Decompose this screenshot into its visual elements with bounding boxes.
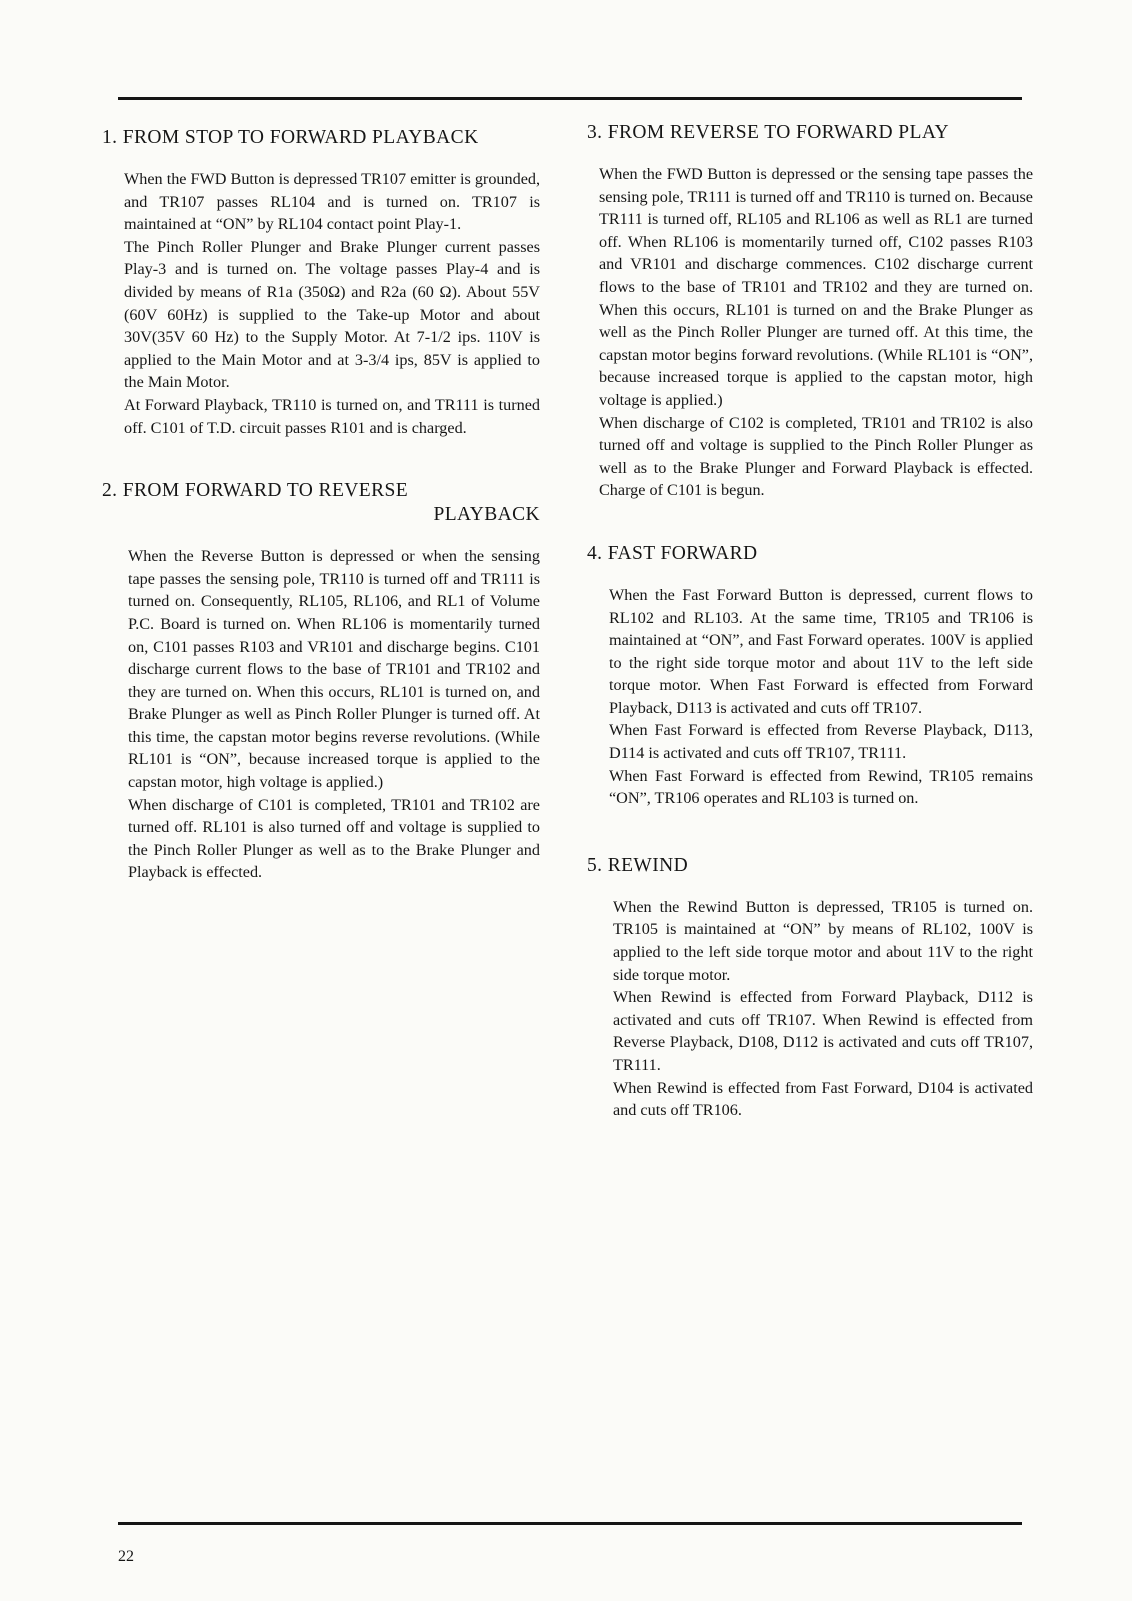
section-body: [599, 163, 1033, 502]
section-body: [613, 896, 1033, 1122]
section-reverse-to-forward: [587, 121, 1033, 502]
paragraph: At Forward Playback, TR110 is turned on, and TR111 is turned off. C101 of T.D. circuit passes R101 and is charged.: [124, 395, 540, 437]
top-rule: [118, 97, 1022, 100]
paragraph: When the Rewind Button is depressed, TR105 is turned on. TR105 is maintained at “ON” by means of RL102, 100V is applied to the left side torque motor and about 11V to the right side torque motor.: [613, 897, 1033, 984]
paragraph: When Rewind is effected from Forward Playback, D112 is activated and cuts off TR107. When Rewind is effected from Reverse Playback, D108, D112 is activated and cuts off TR107, TR111.: [613, 988, 1033, 1074]
bottom-rule: [118, 1522, 1022, 1525]
paragraph: When the Reverse Button is depressed or when the sensing tape passes the sensing pole, TR110 is turned off and TR111 is turned on. Consequently, RL105, RL106, and RL1 of Volume P.C. Board is turned on. When RL106 is momentarily turned on, C101 passes R103 and VR101 and discharge begins. C101 discharge current flows to the base of TR101 and TR102 and they are turned on. When this occurs, RL101 is turned on, and Brake Plunger as well as Pinch Roller Plunger is turned off. At this time, the capstan motor begins reverse revolutions. (While RL101 is “ON”, because increased torque is applied to the capstan motor, high voltage is applied.): [128, 547, 540, 792]
page-number: 22: [118, 1548, 134, 1565]
section-forward-to-reverse: [102, 479, 540, 884]
left-column: [102, 126, 540, 884]
paragraph: When Fast Forward is effected from Rewind, TR105 remains “ON”, TR106 operates and RL103 is turned on.: [609, 766, 1033, 808]
section-title: [102, 479, 540, 527]
paragraph: When discharge of C102 is completed, TR101 and TR102 is also turned off and voltage is supplied to the Pinch Roller Plunger as well as to the Brake Plunger and Forward Playback is effected. Charge of C101 is begun.: [599, 413, 1033, 500]
section-body: [128, 545, 540, 884]
paragraph: When the FWD Button is depressed TR107 emitter is grounded, and TR107 passes RL104 and is turned on. TR107 is maintained at “ON” by RL104 contact point Play-1.: [124, 170, 541, 234]
section-stop-to-forward: [102, 126, 540, 439]
paragraph: The Pinch Roller Plunger and Brake Plunger current passes Play-3 and is turned on. The voltage passes Play-4 and is divided by means of R1a (350Ω) and R2a (60 Ω). About 55V (60V 60Hz) is supplied to the Take-up Motor and about 30V(35V 60 Hz) to the Supply Motor. At 7-1/2 ips. 110V is applied to the Main Motor and at 3-3/4 ips, 85V is applied to the Main Motor.: [124, 237, 540, 392]
paragraph: When Fast Forward is effected from Reverse Playback, D113, D114 is activated and cuts off TR107, TR111.: [609, 721, 1033, 763]
right-column: [587, 121, 1033, 1122]
paragraph: When Rewind is effected from Fast Forward, D104 is activated and cuts off TR106.: [613, 1078, 1033, 1120]
section-title: 3. FROM REVERSE TO FORWARD PLAY: [587, 122, 950, 143]
section-title-line2: PLAYBACK: [433, 504, 540, 526]
section-rewind: [587, 854, 1033, 1122]
section-title: 1. FROM STOP TO FORWARD PLAYBACK: [102, 127, 479, 148]
paragraph: When the FWD Button is depressed or the sensing tape passes the sensing pole, TR111 is turned off and TR110 is turned on. Because TR111 is turned off, RL105 and RL106 as well as RL1 are turned off. When RL106 is momentarily turned off, C102 passes R103 and VR101 and discharge commences. C102 discharge current flows to the base of TR101 and TR102 and they are turned on. When this occurs, RL101 is turned on and the Brake Plunger as well as the Pinch Roller Plunger are turned off. At this time, the capstan motor begins forward revolutions. (While RL101 is “ON”, because increased torque is applied to the capstan motor, high voltage is applied.): [599, 165, 1033, 409]
paragraph: When discharge of C101 is completed, TR101 and TR102 are turned off. RL101 is also turned off and voltage is supplied to the Pinch Roller Plunger as well as to the Brake Plunger and Playback is effected.: [128, 795, 540, 882]
section-title: 4. FAST FORWARD: [587, 542, 758, 564]
paragraph: When the Fast Forward Button is depressed, current flows to RL102 and RL103. At the same time, TR105 and TR106 is maintained at “ON”, and Fast Forward operates. 100V is applied to the right side torque motor and about 11V to the left side torque motor. When Fast Forward is effected from Forward Playback, D113 is activated and cuts off TR107.: [609, 585, 1033, 717]
section-body: [609, 584, 1033, 810]
section-fast-forward: [587, 542, 1033, 810]
section-title: 5. REWIND: [587, 854, 689, 876]
section-body: [124, 168, 540, 439]
section-title-line1: 2. FROM FORWARD TO REVERSE: [102, 480, 409, 502]
